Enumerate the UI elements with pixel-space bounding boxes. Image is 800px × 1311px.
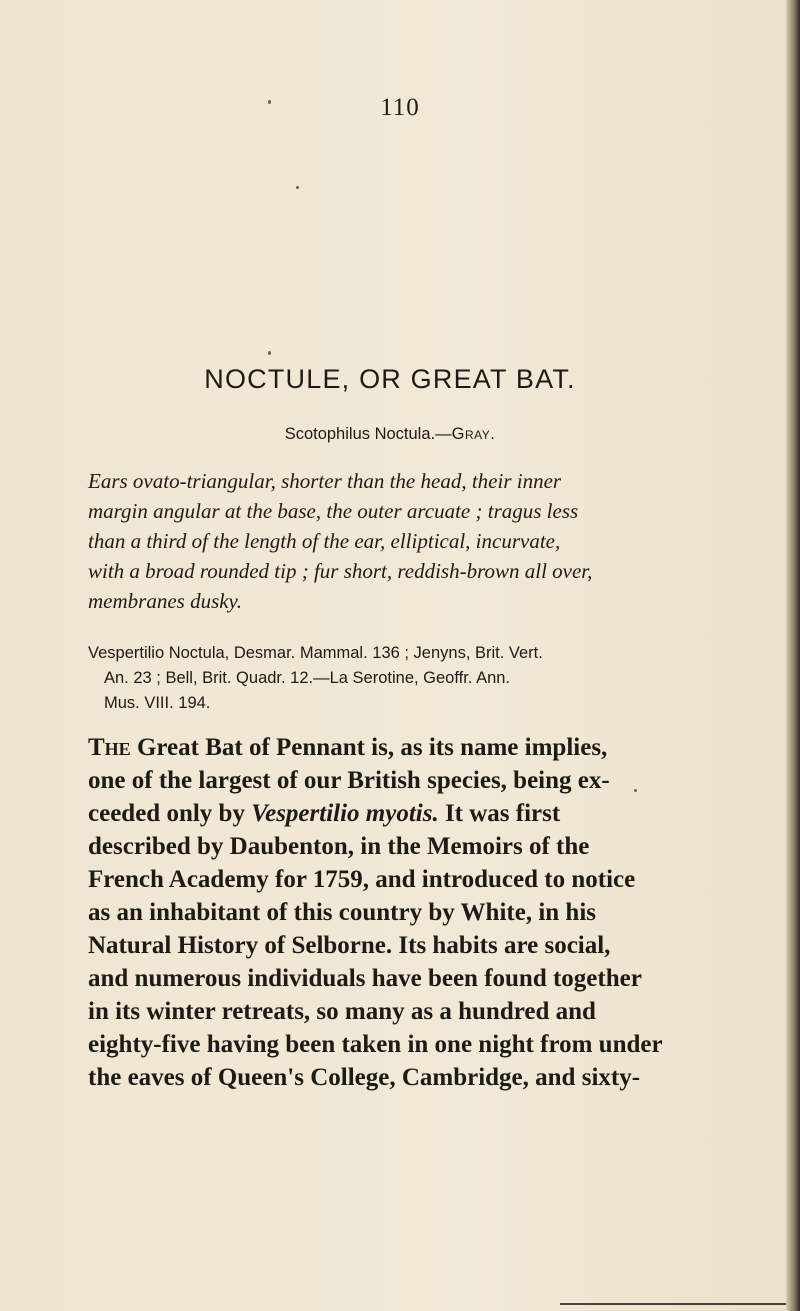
synonym-name: Scotophilus Noctula. (284, 425, 436, 443)
diagnosis-line: membranes dusky. (88, 589, 242, 613)
chapter-title: NOCTULE, OR GREAT BAT. (204, 364, 576, 394)
body-line-text: It was first (438, 800, 561, 827)
reference-line: Vespertilio Noctula, Desmar. Mammal. 136 ; Jenyns, Brit. Vert. (88, 644, 543, 662)
body-line: as an inhabitant of this country by White, in his (88, 899, 596, 926)
bibliographic-references (88, 641, 712, 716)
body-line: the eaves of Queen's College, Cambridge, and sixty- (88, 1064, 641, 1091)
synonym-dash: — (435, 425, 452, 443)
reference-line: Mus. VIII. 194. (104, 694, 211, 712)
body-paragraph (88, 731, 714, 1094)
diagnosis-line: Ears ovato-triangular, shorter than the head, their inner (88, 469, 562, 493)
diagnosis-line: than a third of the length of the ear, elliptical, incurvate, (88, 529, 561, 553)
body-line-text: Great Bat of Pennant is, as its name implies, (130, 734, 608, 761)
body-line (88, 797, 714, 830)
species-diagnosis (88, 466, 708, 616)
paper-speck (296, 186, 299, 189)
body-line-text: ceeded only by (88, 800, 252, 827)
body-line: and numerous individuals have been found together (88, 965, 642, 992)
body-line (88, 731, 714, 764)
body-line: described by Daubenton, in the Memoirs of the (88, 833, 590, 860)
synonym-authority: Gray. (451, 425, 496, 443)
body-line: one of the largest of our British species, being ex- (88, 767, 610, 794)
reference-line: An. 23 ; Bell, Brit. Quadr. 12.—La Serotine, Geoffr. Ann. (104, 669, 511, 687)
body-line: French Academy for 1759, and introduced to notice (88, 866, 636, 893)
species-name-italic: Vespertilio myotis. (251, 800, 439, 827)
diagnosis-line: with a broad rounded tip ; fur short, reddish-brown all over, (88, 559, 593, 583)
paper-speck (268, 351, 271, 355)
page-bottom-shadow (560, 1303, 786, 1305)
body-line: eighty-five having been taken in one night from under (88, 1031, 663, 1058)
diagnosis-line: margin angular at the base, the outer arcuate ; tragus less (88, 499, 579, 523)
body-line: Natural History of Selborne. Its habits are social, (88, 932, 611, 959)
page-binding-edge (786, 0, 800, 1311)
body-line: in its winter retreats, so many as a hundred and (88, 998, 596, 1025)
species-synonym (120, 425, 660, 444)
page-number: 110 (380, 94, 420, 121)
drop-lead-word: The (88, 734, 131, 761)
